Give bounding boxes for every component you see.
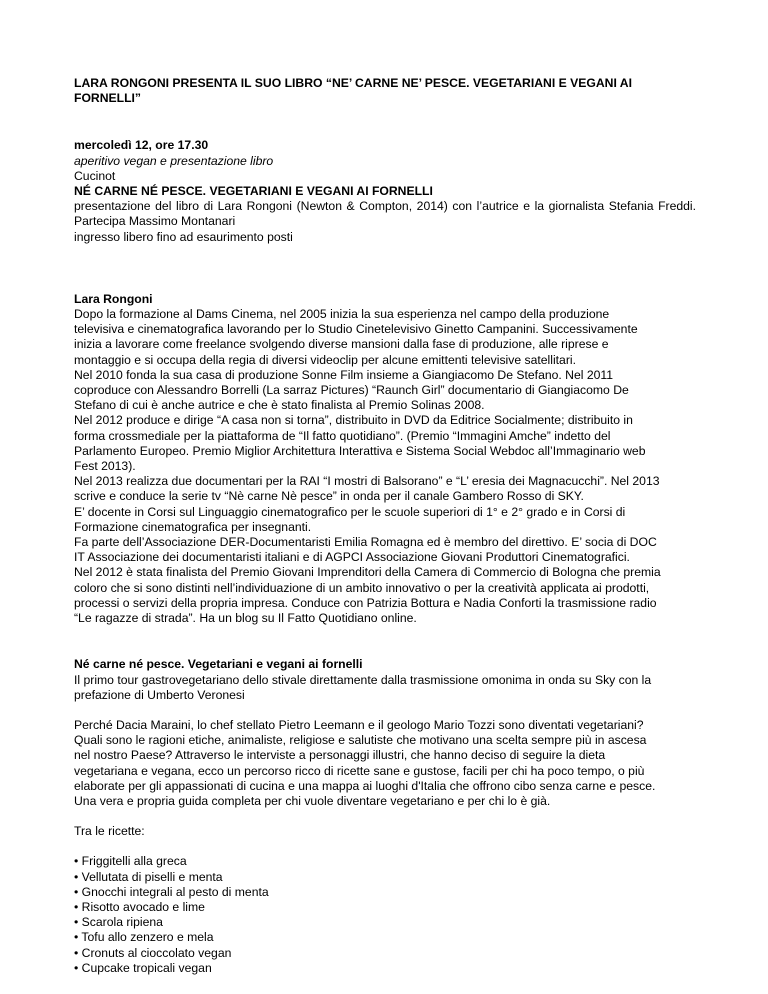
book-description [74,718,696,809]
text-line: Nel 2010 fonda la sua casa di produzione Sonne Film insieme a Giangiacomo De Stefano. Nel 2011 [74,367,614,382]
recipe-item: • Cupcake tropicali vegan [74,960,212,975]
bio-name: Lara Rongoni [74,291,153,306]
text-line: montaggio e si occupa della regia di diversi videoclip per alcune emittenti televisive satellitari. [74,352,576,367]
text-line: Parlamento Europeo. Premio Miglior Architettura Interattiva e Sistema Social Webdoc all’Immaginario web [74,443,646,458]
document-title: LARA RONGONI PRESENTA IL SUO LIBRO “NE’ CARNE NE’ PESCE. VEGETARIANI E VEGANI AI FORNELLI” [74,76,632,106]
text-line: Il primo tour gastrovegetariano dello stivale direttamente dalla trasmissione omonima in onda su Sky con la [74,672,652,687]
text-line: Nel 2013 realizza due documentari per la RAI “I mostri di Balsorano” e “L’ eresia dei Magnacucchi”. Nel 2013 [74,474,660,489]
recipe-item: • Scarola ripiena [74,915,163,930]
text-line: Dopo la formazione al Dams Cinema, nel 2005 inizia la sua esperienza nel campo della produzione [74,307,610,322]
event-date: mercoledì 12, ore 17.30 [74,138,209,153]
text-line: televisiva e cinematografica lavorando per lo Studio Cinetelevisivo Ginetto Campanini. Successivamente [74,322,638,337]
event-entry: ingresso libero fino ad esaurimento posti [74,229,293,244]
text-line: Fa parte dell’Associazione DER-Documentaristi Emilia Romagna ed è membro del direttivo. E’ socia di DOC [74,535,657,550]
text-line: Quali sono le ragioni etiche, animaliste, religiose e salutiste che motivano una scelta sempre più in ascesa [74,733,647,748]
text-line: “Le ragazze di strada”. Ha un blog su Il Fatto Quotidiano online. [74,611,417,626]
text-line: scrive e conduce la serie tv “Nè carne Nè pesce” in onda per il canale Gambero Rosso di SKY. [74,489,584,504]
event-venue: Cucinot [74,168,116,183]
text-line: E’ docente in Corsi sul Linguaggio cinematografico per le scuole superiori di 1° e 2° grado e in Corsi di [74,504,626,519]
text-line: elaborate per gli appassionati di cucina e una mappa ai luoghi d'Italia che offrono cibo senza carne e pesce. [74,778,656,793]
bio-section [74,292,696,626]
recipe-item: • Gnocchi integrali al pesto di menta [74,884,269,899]
text-line: Nel 2012 produce e dirige “A casa non si torna”, distribuito in DVD da Editrice Socialmente; distribuito in [74,413,633,428]
text-line: inizia a lavorare come freelance svolgendo diverse mansioni dalla fase di produzione, alle riprese e [74,337,609,352]
text-line: coloro che si sono distinti nell’individuazione di un ambito innovativo o per la creatività applicata ai prodotti, [74,580,650,595]
recipe-item: • Friggitelli alla greca [74,854,187,869]
text-line: Formazione cinematografica per insegnanti. [74,519,312,534]
text-line: IT Associazione dei documentaristi italiani e di AGPCI Associazione Giovani Produttori Cinematografici. [74,550,630,565]
text-line: Perché Dacia Maraini, lo chef stellato Pietro Leemann e il geologo Mario Tozzi sono diventati vegetariani? [74,717,644,732]
bio-text [74,307,696,626]
text-line: Fest 2013). [74,459,136,474]
event-book-title: NÉ CARNE NÉ PESCE. VEGETARIANI E VEGANI AI FORNELLI [74,184,433,199]
recipe-item: • Risotto avocado e lime [74,899,205,914]
text-line: coproduce con Alessandro Borrelli (La sarraz Pictures) “Raunch Girl” documentario di Giangiacomo De [74,383,629,398]
recipe-item: • Cronuts al cioccolato vegan [74,945,232,960]
book-section [74,657,696,976]
recipe-item: • Vellutata di piselli e menta [74,869,223,884]
document-page [74,76,696,976]
text-line: forma crossmediale per la piattaforma de “Il fatto quotidiano”. (Premio “Immagini Amche” indetto del [74,428,611,443]
text-line: prefazione di Umberto Veronesi [74,687,245,702]
recipes-label: Tra le ricette: [74,824,145,839]
event-subtitle: aperitivo vegan e presentazione libro [74,153,274,168]
text-line: vegetariana e vegana, ecco un percorso ricco di ricette sane e gustose, facili per chi ha poco tempo, o più [74,763,645,778]
recipe-item: • Tofu allo zenzero e mela [74,930,214,945]
book-intro [74,673,696,703]
text-line: processi o servizi della propria impresa. Conduce con Patrizia Bottura e Nadia Conforti la trasmissione radio [74,595,657,610]
text-line: nel nostro Paese? Attraverso le interviste a personaggi illustri, che hanno deciso di seguire la dieta [74,748,606,763]
event-description: presentazione del libro di Lara Rongoni (Newton & Compton, 2014) con l’autrice e la giornalista Stefania Freddi. Partecipa Massimo Montanari [74,199,696,229]
recipes-list [74,854,696,976]
event-section [74,138,696,244]
text-line: Nel 2012 è stata finalista del Premio Giovani Imprenditori della Camera di Commercio di Bologna che premia [74,565,661,580]
text-line: Una vera e propria guida completa per chi vuole diventare vegetariano e per chi lo è già. [74,793,551,808]
book-heading: Né carne né pesce. Vegetariani e vegani ai fornelli [74,657,363,672]
text-line: Stefano di cui è anche autrice e che è stato finalista al Premio Solinas 2008. [74,398,485,413]
